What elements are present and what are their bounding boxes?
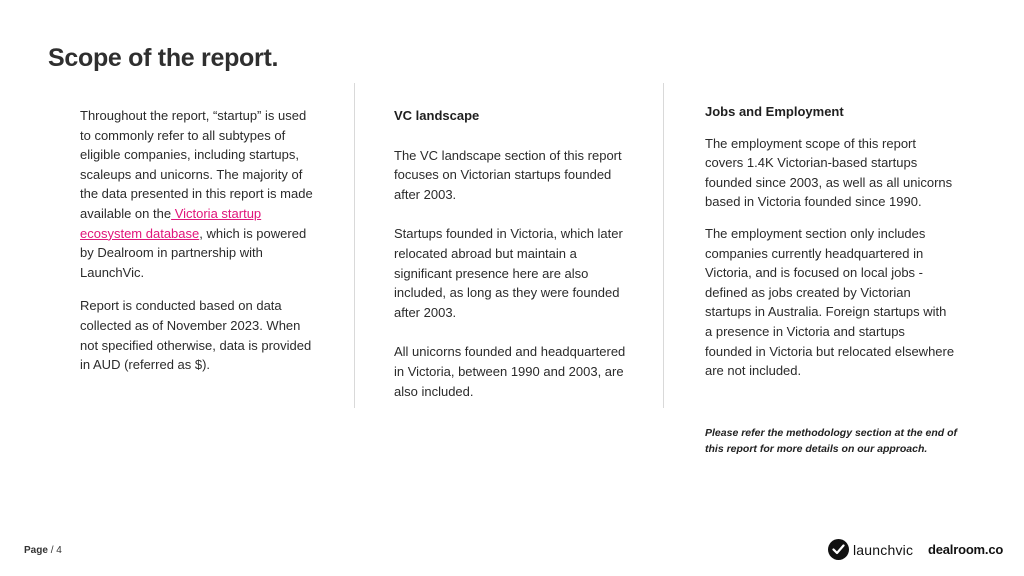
vc-landscape-paragraph: Startups founded in Victoria, which later relocated abroad but maintain a significant presence here are also included, as long as they were founded after 2003.	[394, 226, 623, 320]
data-collection-paragraph: Report is conducted based on data collected as of November 2023. When not specified otherwise, data is provided in AUD (referred as $).	[80, 298, 312, 373]
vc-landscape-paragraph: All unicorns founded and headquartered in Victoria, between 1990 and 2003, are also included.	[394, 344, 626, 399]
jobs-paragraph: The employment scope of this report covers 1.4K Victorian-based startups founded since 2003, as well as all unicorns based in Victoria founded since 1990.	[705, 135, 953, 210]
jobs-heading: Jobs and Employment	[705, 104, 844, 119]
vc-landscape-paragraph: The VC landscape section of this report focuses on Victorian startups founded after 2003.	[394, 147, 622, 202]
jobs-column	[705, 102, 955, 381]
methodology-note: Please refer the methodology section at the end of this report for more details on our approach.	[705, 427, 958, 455]
launchvic-wordmark: launchvic	[853, 541, 914, 558]
intro-paragraph: Throughout the report, “startup” is used to commonly refer to all subtypes of eligible companies, including startups, scaleups and unicorns. The majority of the data presented in this report is made available on the Victoria startup ecosystem database, which is powered by Dealroom in partnership with LaunchVic.	[80, 108, 313, 280]
jobs-paragraph: The employment section only includes companies currently headquartered in Victoria, and is focused on local jobs - defined as jobs created by Victorian startups in Australia. Foreign startups with a presence in Victoria and startups founded in Victoria but relocated elsewhere are not included.	[705, 225, 955, 379]
ecosystem-database-link[interactable]: Victoria startup ecosystem database	[80, 205, 262, 241]
intro-column	[80, 106, 320, 375]
launchvic-check-icon	[828, 539, 849, 560]
launchvic-logo	[828, 539, 913, 560]
page-indicator: Page / 4	[24, 545, 62, 556]
page-title: Scope of the report.	[48, 44, 279, 72]
column-divider	[663, 83, 664, 408]
column-divider	[354, 83, 355, 408]
dealroom-logo: dealroom.co	[928, 542, 1004, 557]
vc-landscape-column	[394, 106, 634, 401]
vc-landscape-heading: VC landscape	[394, 108, 480, 123]
